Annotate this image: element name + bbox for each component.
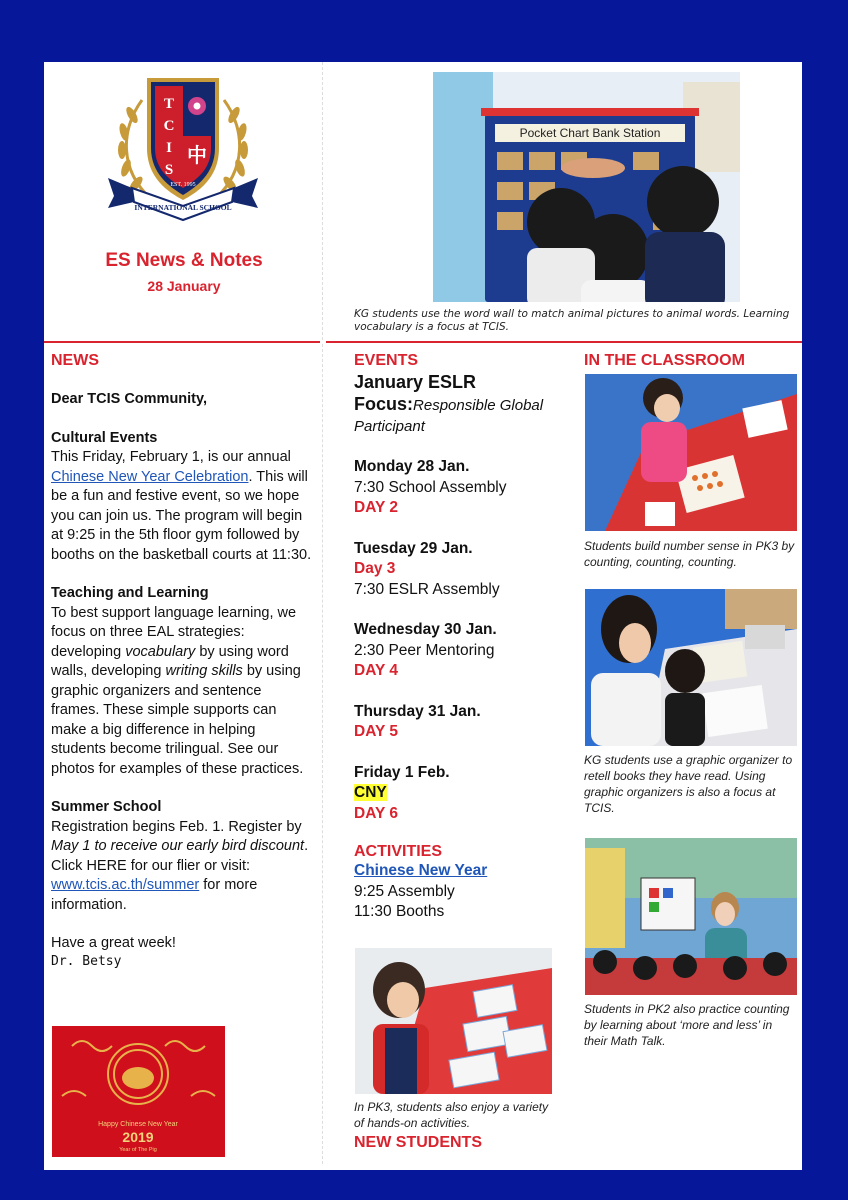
pk3-activities-photo [355,948,552,1094]
event-day-wednesday: Wednesday 30 Jan. 2:30 Peer Mentoring DAY 4 [354,621,497,679]
hero-photo [433,72,740,302]
classroom-caption-pk3: Students build number sense in PK3 by counting, counting, counting. [584,539,795,569]
activities-heading: ACTIVITIES [354,843,443,860]
classroom-caption-pk2: Students in PK2 also practice counting by learning about ‘more and less’ in their Math Talk. [584,1002,790,1048]
events-heading: EVENTS [354,352,419,369]
svg-text:Pocket Chart Bank Station: Pocket Chart Bank Station [519,126,661,140]
activities-cny-link[interactable]: Chinese New Year [354,862,488,879]
activity-booths: 11:30 Booths [354,903,445,920]
teaching-learning-text: To best support language learning, we focus on three EAL strategies: developing vocabulary by using word walls, developing writing skills by using graphic organizers and sentence frames. These simple supports can make a big difference in helping students become trilingual. See our photos for examples of these practices. [51,604,304,777]
column-divider-top [322,62,323,340]
svg-text:C: C [163,118,175,134]
news-greeting: Dear TCIS Community, [51,391,208,407]
svg-text:Year of The Pig: Year of The Pig [119,1147,157,1153]
classroom-photo-pk2 [585,838,797,995]
eslr-focus: Focus:Responsible Global Participant [354,394,544,435]
section-divider-right [326,341,802,343]
signature: Dr. Betsy [51,953,122,969]
closing-text: Have a great week! [51,935,176,951]
classroom-heading: IN THE CLASSROOM [584,352,745,369]
cultural-events-heading: Cultural Events [51,429,158,446]
teaching-learning-heading: Teaching and Learning [51,585,209,601]
event-day-tuesday: Tuesday 29 Jan. Day 3 7:30 ESLR Assembly [354,539,500,598]
logo-chinese-glyph: 中 [187,143,207,167]
cultural-events-text: This Friday, February 1, is our annual Chinese New Year Celebration. This will be a fun and festive event, so we hope you can join us. The program will begin at 9:25 in the 5th floor gym followed by booths on the basketball courts at 11:30. [51,449,312,563]
tcis-logo [102,70,264,230]
svg-text:INTERNATIONAL SCHOOL: INTERNATIONAL SCHOOL [134,203,232,212]
news-column [51,352,313,970]
newsletter-page [44,62,802,1170]
hero-caption: KG students use the word wall to match animal pictures to animal words. Learning vocabulary is a focus at TCIS. [354,308,790,333]
svg-text:EST. 1995: EST. 1995 [170,182,196,188]
classroom-photo-pk3 [585,374,797,531]
classroom-photo-kg [585,589,797,746]
svg-text:Happy Chinese New Year: Happy Chinese New Year [98,1121,178,1128]
event-day-friday: Friday 1 Feb. CNY DAY 6 [354,763,450,822]
cny-highlight-badge: CNY [354,784,387,801]
svg-text:I: I [166,140,172,156]
summer-school-text: Registration begins Feb. 1. Register by May 1 to receive our early bird discount. Click HERE for our flier or visit: www.tcis.ac.th/summer for more information. [51,818,309,913]
svg-text:T: T [163,96,175,112]
summer-school-heading: Summer School [51,799,162,815]
events-schedule [354,457,574,824]
cny-card-image [52,1026,225,1157]
event-day-monday: Monday 28 Jan. 7:30 School Assembly DAY 2 [354,458,507,516]
news-heading: NEWS [51,352,99,369]
events-column [354,352,574,923]
pk3-activities-caption: In PK3, students also enjoy a variety of hands-on activities. [354,1100,549,1130]
newsletter-date: 28 January [147,278,221,294]
svg-text:S: S [164,162,174,178]
new-students-heading: NEW STUDENTS [354,1134,482,1151]
eslr-title: January ESLR [354,372,477,392]
section-divider-left [44,341,320,343]
event-day-thursday: Thursday 31 Jan. DAY 5 [354,702,481,740]
newsletter-title: ES News & Notes [105,250,263,271]
classroom-caption-kg: KG students use a graphic organizer to retell books they have read. Using graphic organizers is also a focus at TCIS. [584,753,793,815]
cny-celebration-link[interactable]: Chinese New Year Celebration [51,468,249,485]
activity-assembly: 9:25 Assembly [354,882,455,900]
svg-text:2019: 2019 [122,1129,154,1145]
column-divider-bottom [322,344,323,1164]
summer-school-link[interactable]: www.tcis.ac.th/summer [51,877,200,893]
